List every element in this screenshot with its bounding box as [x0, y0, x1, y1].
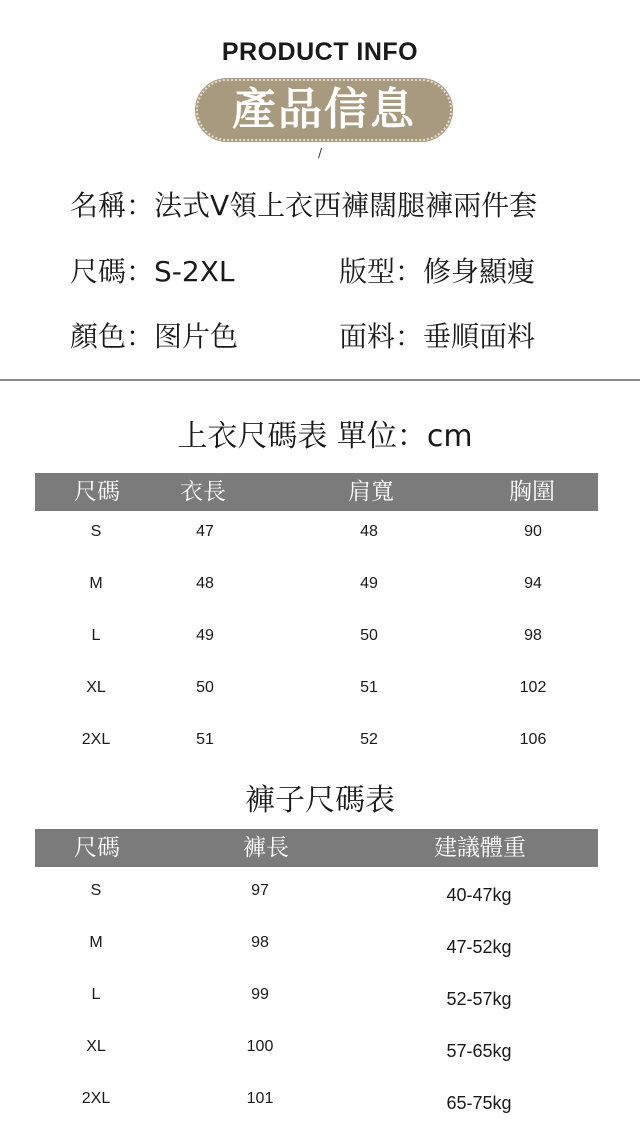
pants-table-cell: 65-75kg	[446, 1093, 512, 1113]
product-info-heading: PRODUCT INFO	[221, 38, 419, 66]
top-table-header	[35, 473, 598, 511]
pants-table-cell: 57-65kg	[446, 1041, 512, 1061]
top-table-cell: 49	[196, 627, 214, 644]
pants-table-cell: 40-47kg	[446, 885, 512, 905]
top-table-cell: 47	[196, 523, 214, 540]
pants-table-cell: 101	[246, 1090, 274, 1107]
info-fabric: 面料：垂順面料	[339, 320, 536, 353]
pants-table-cell: 100	[246, 1038, 274, 1055]
pants-table-cell: L	[91, 986, 101, 1003]
pants-table-cell: 98	[251, 934, 269, 951]
pants-table-cell: 2XL	[81, 1090, 111, 1107]
pants-header-size: 尺碼	[74, 835, 120, 861]
top-table-cell: XL	[86, 679, 106, 696]
top-table-cell: 48	[360, 523, 378, 540]
info-size: 尺碼：S-2XL	[70, 255, 235, 288]
top-table-cell: 49	[360, 575, 378, 592]
top-table-title: 上衣尺碼表 單位：cm	[177, 419, 473, 454]
top-header-size: 尺碼	[74, 479, 120, 505]
pants-table-cell: 47-52kg	[446, 937, 512, 957]
top-table-cell: 52	[360, 731, 378, 748]
pants-table-cell: 99	[251, 986, 269, 1003]
pants-table-header	[35, 829, 598, 867]
top-table-cell: S	[90, 523, 102, 540]
top-header-length: 衣長	[180, 479, 226, 505]
title-badge-text: 產品信息	[232, 84, 416, 135]
pants-table-title: 褲子尺碼表	[245, 783, 395, 818]
top-table-cell: 50	[360, 627, 378, 644]
top-table-cell: M	[89, 575, 103, 592]
top-table-cell: 50	[196, 679, 214, 696]
slash-mark: /	[317, 146, 323, 160]
info-name: 名稱：法式V領上衣西褲闊腿褲兩件套	[70, 189, 538, 222]
top-table-cell: 94	[524, 575, 542, 592]
info-fit: 版型：修身顯瘦	[339, 255, 536, 288]
info-color: 顏色：图片色	[70, 320, 239, 353]
top-table-cell: 102	[519, 679, 547, 696]
pants-table-cell: M	[89, 934, 103, 951]
top-header-chest: 胸圍	[509, 479, 555, 505]
pants-header-length: 褲長	[243, 835, 289, 861]
pants-table-cell: 97	[251, 882, 269, 899]
pants-table-cell: S	[90, 882, 102, 899]
top-table-cell: 48	[196, 575, 214, 592]
top-table-cell: L	[91, 627, 101, 644]
top-table-cell: 2XL	[81, 731, 111, 748]
top-header-shoulder: 肩寬	[348, 479, 394, 505]
pants-table-cell: XL	[86, 1038, 106, 1055]
pants-table-cell: 52-57kg	[446, 989, 512, 1009]
top-table-cell: 51	[360, 679, 378, 696]
top-table-cell: 106	[519, 731, 547, 748]
top-table-cell: 98	[524, 627, 542, 644]
pants-header-weight: 建議體重	[434, 835, 526, 861]
section-divider	[0, 379, 640, 381]
top-table-cell: 51	[196, 731, 214, 748]
top-table-cell: 90	[524, 523, 542, 540]
